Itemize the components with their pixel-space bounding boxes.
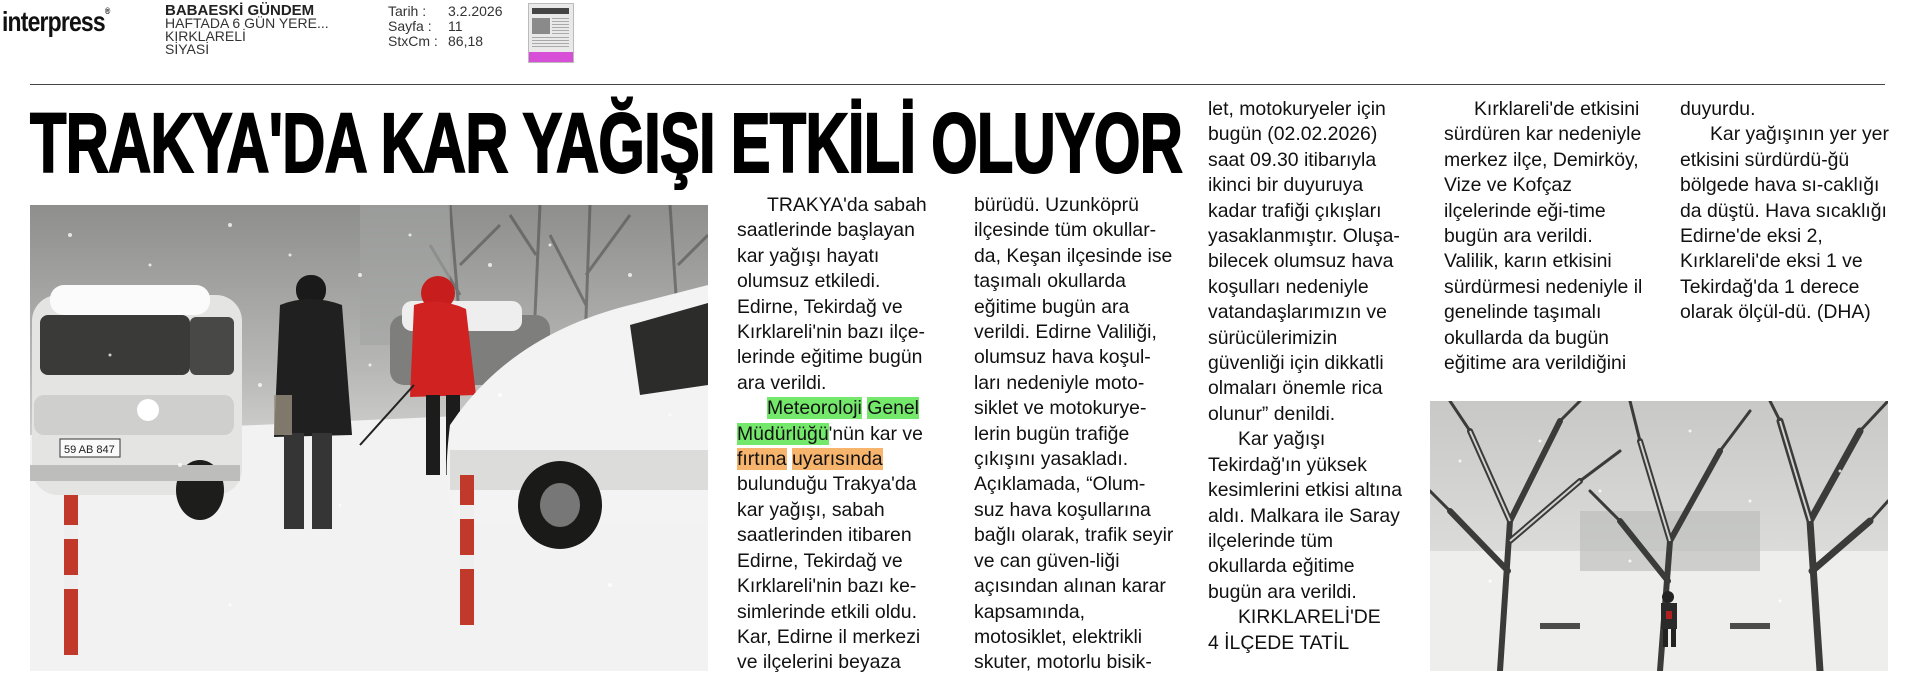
subheading: 4 İLÇEDE TATİL	[1208, 631, 1350, 654]
paragraph	[737, 396, 942, 675]
article-column-1	[737, 193, 942, 676]
publication-city: KIRKLARELİ	[165, 28, 246, 44]
interpress-logo	[2, 6, 109, 38]
highlight-term: fırtına	[737, 448, 787, 471]
stxcm-label: StxCm :	[388, 33, 438, 49]
subheading: KIRKLARELİ'DE	[1238, 606, 1381, 629]
highlight-term: Meteoroloji	[767, 397, 862, 420]
paragraph: let, motokuryeler için bugün (02.02.2026) saat 09.30 itibarıyla ikinci bir duyuruya kadar trafiği çıkışları yasaklanmıştır. Oluşa-bilecek olumsuz hava koşulları nedeniyle vatandaşlarımızın ve sürücülerimizin güvenliği için dikkatli olmaları önemle rica olunur” denildi.	[1208, 98, 1400, 425]
text-run: bulunduğu Trakya'da kar yağışı, sabah saatlerinden itibaren Edirne, Tekirdağ ve Kırklareli'nin bazı ke-simlerinde etkili oldu. Kar, Edirne il merkezi ve ilçelerini beyaza	[737, 473, 921, 674]
clipping-header	[0, 0, 1929, 80]
article-column-5	[1680, 97, 1890, 326]
paragraph: bürüdü. Uzunköprü ilçesinde tüm okullar-da, Keşan ilçesinde ise taşımalı okullarda eğitime bugün ara verildi. Edirne Valiliği, olumsuz hava koşul-ları nedeniyle moto-siklet ve motokurye-lerin bugün trafiğe çıkışını yasakladı. Açıklamada, “Olum-suz hava koşullarına bağlı olarak, trafik seyir ve can güven-liği açısından alınan karar kapsamında, motosiklet, elektrikli skuter, motorlu bisik-	[974, 194, 1174, 674]
date-value: 3.2.2026	[448, 3, 503, 19]
highlight-term: Genel	[867, 397, 919, 420]
article-column-4	[1444, 97, 1652, 376]
paragraph: TRAKYA'da sabah saatlerinde başlayan kar yağışı hayatı olumsuz etkiledi. Edirne, Tekirdağ ve Kırklareli'nin bazı ilçe-lerinde eğitime bugün ara verildi.	[737, 194, 927, 394]
highlight-term: Müdürlüğü	[737, 422, 829, 445]
article-headline: TRAKYA'DA KAR YAĞIŞI ETKİLİ OLUYOR	[30, 96, 1183, 190]
paragraph: Kar yağışı Tekirdağ'ın yüksek kesimlerini etkisi altına aldı. Malkara ile Saray ilçelerinde tüm okullarda eğitime bugün ara verildi.	[1208, 428, 1402, 603]
paragraph: Kırklareli'de etkisini sürdüren kar nedeniyle merkez ilçe, Demirköy, Vize ve Kofçaz ilçelerinde eği-time bugün ara verildi. Valilik, karın etkisini sürdürmesi nedeniyle il genelinde taşımalı okullarda da bugün eğitime ara verildiğini	[1444, 98, 1643, 375]
paragraph: Kar yağışının yer yer etkisini sürdürdü-ğü bölgede hava sı-caklığı da düştü. Hava sıcaklığı Edirne'de eksi 2, Kırklareli'de eksi 1 ve Tekirdağ'da 1 derece olarak ölçül-dü. (DHA)	[1680, 123, 1889, 324]
article-column-3	[1208, 97, 1408, 656]
logo-text: interpress	[2, 6, 105, 37]
highlight-term: uyarısında	[791, 448, 883, 471]
header-divider	[30, 84, 1885, 85]
date-label: Tarih :	[388, 3, 427, 19]
page-label: Sayfa :	[388, 18, 432, 34]
publication-frequency: HAFTADA 6 GÜN YERE...	[165, 15, 329, 31]
license-plate: 59 AB 847	[64, 444, 115, 456]
snowy-street-photo	[30, 205, 708, 671]
page-value: 11	[448, 18, 463, 34]
stxcm-value: 86,18	[448, 33, 484, 49]
publication-info	[165, 4, 329, 56]
text-run: 'nün kar ve	[828, 422, 923, 445]
paragraph: duyurdu.	[1680, 98, 1756, 120]
snowy-park-photo	[1430, 401, 1888, 671]
publication-name: BABAESKİ GÜNDEM	[165, 2, 315, 19]
article-column-2	[974, 193, 1174, 676]
registered-mark: ®	[104, 6, 110, 16]
page-thumbnail[interactable]	[528, 3, 574, 63]
publication-category: SİYASİ	[165, 41, 210, 57]
clipping-meta	[388, 4, 503, 49]
